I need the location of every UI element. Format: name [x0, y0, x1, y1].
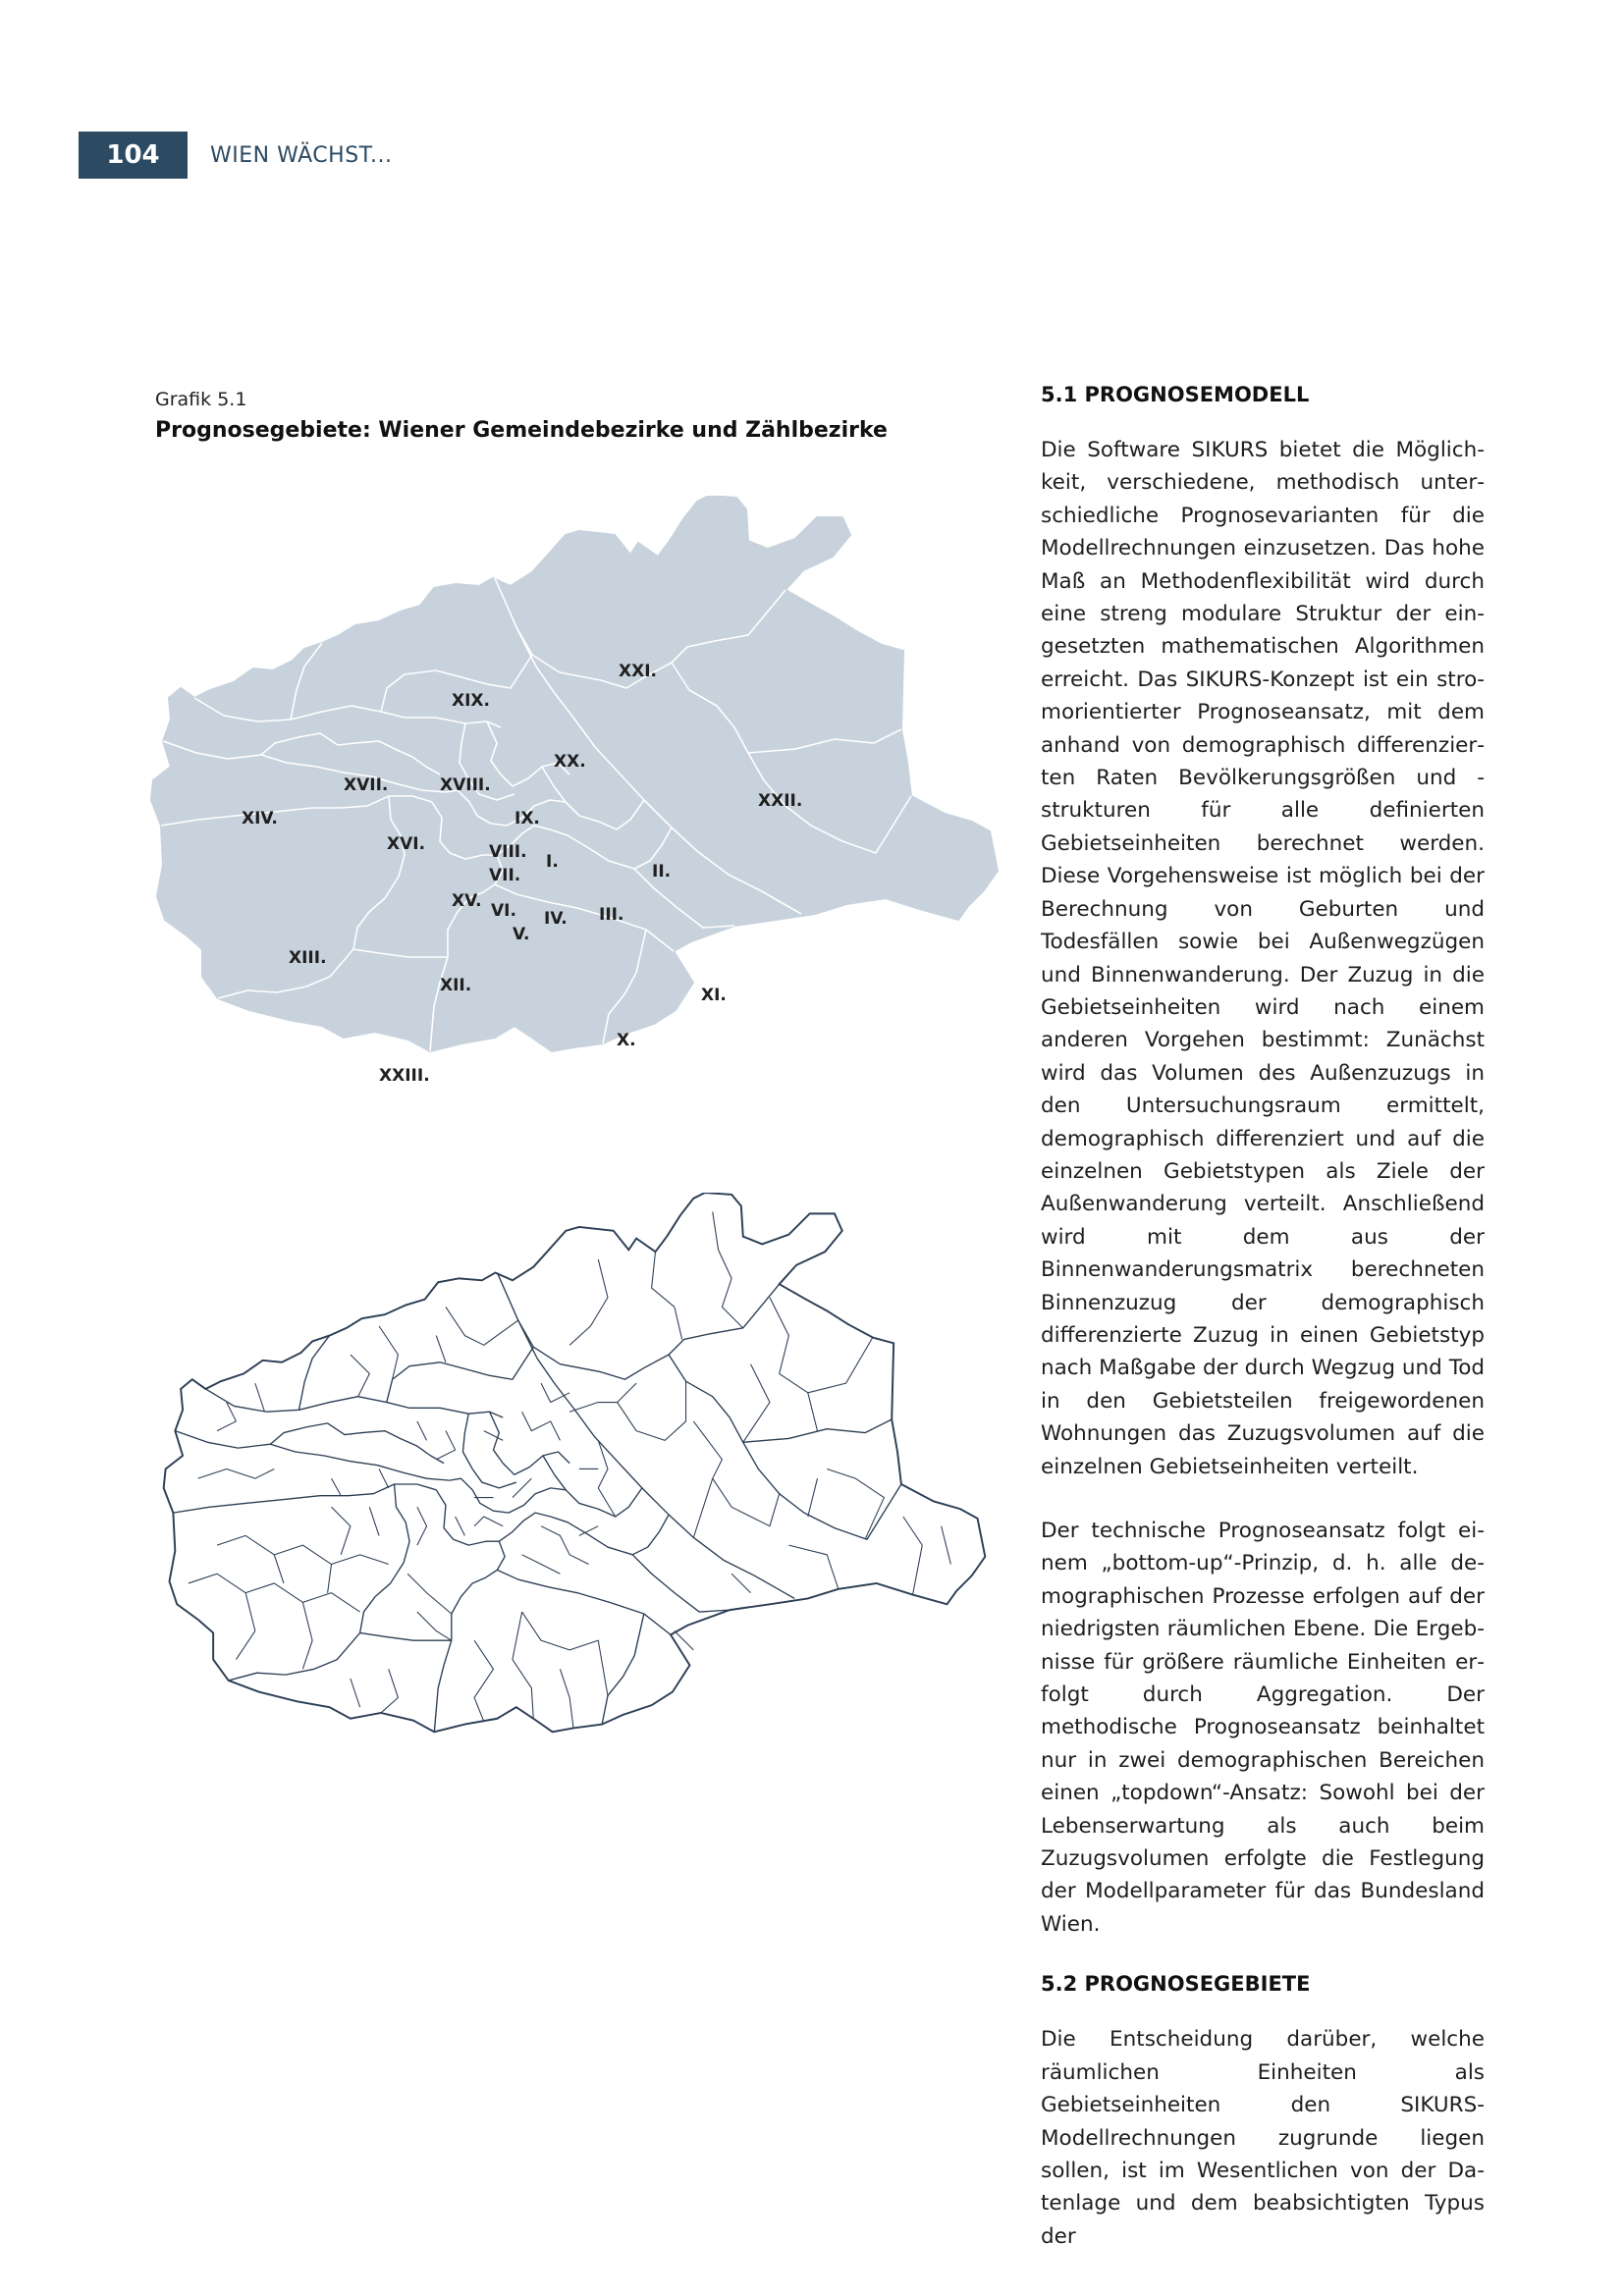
district-label-xv: XV.: [452, 891, 482, 911]
paragraph: Die Entscheidung darüber, welche räumlichen Einheiten als Gebietseinheiten den SIKURS-Modellrechnungen zugrunde liegen sollen, ist im Wesentlichen von der Datenlage und dem beabsichtigten Typus der: [1041, 2027, 1485, 2249]
district-label-xiv: XIV.: [242, 809, 278, 828]
running-title: WIEN WÄCHST...: [210, 143, 393, 168]
district-label-viii: VIII.: [489, 842, 527, 862]
district-label-vi: VI.: [491, 901, 516, 921]
paragraph: Die Software SIKURS bietet die Möglichkeit, verschiedene, methodisch unterschiedliche Prognosevarianten für die Modellrechnungen einzusetzen. Das hohe Maß an Methodenflexibilität wird durch eine streng modulare Struktur der eingesetzten mathematischen Algorithmen erreicht. Das SIKURS-Konzept ist ein stromorientierter Prognoseansatz, mit dem anhand von demographisch differenzierten Raten Bevölkerungsgrößen und -strukturen für alle definierten Gebietseinheiten berechnet werden. Diese Vorgehensweise ist möglich bei der Berechnung von Geburten und Todesfällen sowie bei Außenwegzügen und Binnenwanderung. Der Zuzug in die Gebietseinheiten wird nach einem anderen Vorgehen bestimmt: Zunächst wird das Volumen des Außenzuzugs in den Untersuchungsraum ermittelt, demographisch differenziert und auf die einzelnen Gebietstypen als Ziele der Außenwanderung verteilt. Anschließend wird mit dem aus der Binnenwanderungsmatrix berechneten Binnenzuzug der demographisch differenzierte Zuzug in einen Gebietstyp nach Maßgabe der durch Wegzug und Tod in den Gebietsteilen freigewordenen Wohnungen das Zuzugsvolumen auf die einzelnen Gebietseinheiten verteilt.: [1041, 438, 1485, 1479]
district-label-xxiii: XXIII.: [379, 1066, 430, 1086]
district-label-xviii: XVIII.: [440, 775, 491, 795]
district-label-xxi: XXI.: [619, 662, 657, 681]
district-label-xx: XX.: [554, 752, 586, 772]
district-label-xix: XIX.: [452, 691, 490, 711]
district-label-xxii: XXII.: [758, 791, 803, 811]
district-label-iv: IV.: [544, 909, 568, 929]
district-label-i: I.: [546, 852, 559, 872]
district-label-xi: XI.: [701, 986, 727, 1005]
counting-district-map: [147, 1193, 1001, 1841]
section-heading-prognosemodell: 5.1 PROGNOSEMODELL: [1041, 383, 1310, 406]
text-column: [1041, 383, 1485, 2253]
district-label-xiii: XIII.: [289, 948, 327, 968]
figure-title: Prognosegebiete: Wiener Gemeindebezirke und Zählbezirke: [155, 418, 888, 443]
page-number: 104: [79, 132, 188, 179]
district-label-xvi: XVI.: [387, 834, 426, 854]
section-heading-prognosegebiete: 5.2 PROGNOSEGEBIETE: [1041, 1972, 1311, 1997]
district-map: [147, 496, 1001, 1163]
district-label-xii: XII.: [440, 976, 472, 995]
district-label-v: V.: [513, 925, 530, 944]
district-label-ix: IX.: [514, 809, 540, 828]
paragraph: Der technische Prognoseansatz folgt einem „bottom-up“-Prinzip, d. h. alle demographischen Prozesse erfolgen auf der niedrigsten räumlichen Ebene. Die Ergebnisse für größere räumliche Einheiten erfolgt durch Aggregation. Der methodische Prognoseansatz beinhaltet nur in zwei demographischen Bereichen einen „topdown“-Ansatz: Sowohl bei der Lebenserwartung als auch beim Zuzugsvolumen erfolgte die Festlegung der Modellparameter für das Bundesland Wien.: [1041, 1519, 1485, 1937]
district-label-x: X.: [617, 1031, 636, 1050]
district-label-ii: II.: [652, 862, 672, 881]
district-label-vii: VII.: [489, 866, 521, 885]
vienna-outline-2: [164, 1193, 986, 1732]
vienna-outline: [151, 496, 998, 1051]
district-label-xvii: XVII.: [344, 775, 389, 795]
figure-label: Grafik 5.1: [155, 389, 247, 410]
district-label-iii: III.: [599, 905, 624, 925]
